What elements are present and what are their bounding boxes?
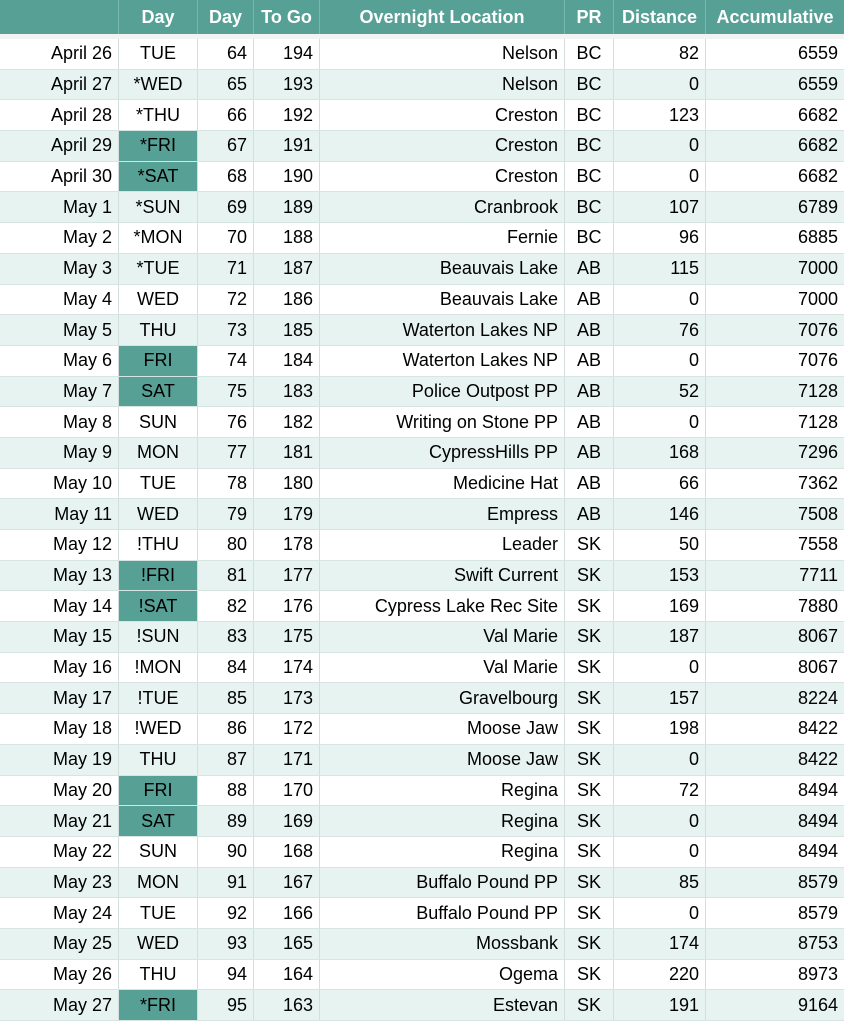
cell-overnight-location[interactable]: Regina (320, 837, 565, 867)
cell-overnight-location[interactable]: Buffalo Pound PP (320, 898, 565, 928)
table-body (0, 39, 844, 1021)
table-row (0, 407, 844, 438)
cell-to-go[interactable]: 174 (254, 653, 320, 683)
cell-to-go[interactable]: 186 (254, 285, 320, 315)
cell-day-name[interactable]: !MON (119, 653, 198, 683)
cell-overnight-location[interactable]: Creston (320, 100, 565, 130)
cell-accumulative[interactable]: 6682 (797, 166, 838, 187)
cell-overnight-location[interactable]: Nelson (320, 70, 565, 100)
table-row (0, 837, 844, 868)
cell-date[interactable]: May 10 (0, 469, 119, 499)
cell-province[interactable]: SK (565, 622, 614, 652)
cell-province[interactable]: SK (565, 929, 614, 959)
cell-accumulative[interactable]: 8067 (797, 657, 838, 678)
cell-accumulative[interactable]: 8422 (797, 718, 838, 739)
cell-distance[interactable]: 174 (614, 929, 706, 959)
cell-overnight-location[interactable]: Regina (320, 806, 565, 836)
cell-overnight-location[interactable]: Gravelbourg (320, 683, 565, 713)
table-row (0, 929, 844, 960)
cell-distance[interactable]: 220 (614, 960, 706, 990)
cell-accumulative[interactable]: 6559 (797, 74, 838, 95)
cell-date[interactable]: April 28 (0, 100, 119, 130)
cell-day-number[interactable]: 75 (198, 377, 254, 407)
cell-day-name[interactable]: SAT (119, 377, 198, 407)
table-row (0, 653, 844, 684)
cell-province[interactable]: SK (565, 776, 614, 806)
cell-accumulative[interactable]: 8067 (797, 626, 838, 647)
cell-to-go[interactable]: 180 (254, 469, 320, 499)
cell-day-number[interactable]: 87 (198, 745, 254, 775)
cell-distance[interactable]: 52 (614, 377, 706, 407)
cell-day-number[interactable]: 85 (198, 683, 254, 713)
header-accumulative[interactable]: Accumulative (716, 7, 834, 27)
cell-overnight-location[interactable]: Police Outpost PP (320, 377, 565, 407)
table-row (0, 254, 844, 285)
table-row (0, 776, 844, 807)
cell-province[interactable]: SK (565, 591, 614, 621)
cell-province[interactable]: SK (565, 530, 614, 560)
cell-to-go[interactable]: 181 (254, 438, 320, 468)
cell-day-name[interactable]: *SUN (119, 192, 198, 222)
cell-accumulative[interactable]: 7000 (797, 258, 838, 279)
cell-day-number[interactable]: 91 (198, 868, 254, 898)
cell-to-go[interactable]: 179 (254, 499, 320, 529)
cell-day-number[interactable]: 74 (198, 346, 254, 376)
cell-overnight-location[interactable]: Regina (320, 776, 565, 806)
cell-to-go[interactable]: 173 (254, 683, 320, 713)
cell-day-name[interactable]: THU (119, 315, 198, 345)
cell-date[interactable]: May 21 (0, 806, 119, 836)
cell-accumulative[interactable]: 7296 (797, 442, 838, 463)
cell-day-name[interactable]: *FRI (119, 131, 198, 161)
cell-distance[interactable]: 153 (614, 561, 706, 591)
cell-distance[interactable]: 198 (614, 714, 706, 744)
cell-day-name[interactable]: TUE (119, 898, 198, 928)
cell-overnight-location[interactable]: Medicine Hat (320, 469, 565, 499)
cell-to-go[interactable]: 170 (254, 776, 320, 806)
cell-date[interactable]: May 27 (0, 990, 119, 1020)
cell-overnight-location[interactable]: Cranbrook (320, 192, 565, 222)
table-row (0, 162, 844, 193)
cell-day-number[interactable]: 90 (198, 837, 254, 867)
cell-to-go[interactable]: 178 (254, 530, 320, 560)
cell-province[interactable]: SK (565, 960, 614, 990)
header-distance[interactable]: Distance (614, 0, 706, 34)
cell-overnight-location[interactable]: Moose Jaw (320, 714, 565, 744)
cell-day-number[interactable]: 66 (198, 100, 254, 130)
table-row (0, 377, 844, 408)
table-row (0, 438, 844, 469)
cell-overnight-location[interactable]: Nelson (320, 39, 565, 69)
cell-accumulative[interactable]: 7880 (797, 595, 838, 616)
cell-province[interactable]: BC (565, 39, 614, 69)
cell-day-name[interactable]: WED (119, 929, 198, 959)
cell-accumulative[interactable]: 7362 (797, 472, 838, 493)
header-to-go[interactable]: To Go (254, 0, 320, 34)
cell-overnight-location[interactable]: Ogema (320, 960, 565, 990)
cell-day-number[interactable]: 89 (198, 806, 254, 836)
cell-province[interactable]: SK (565, 837, 614, 867)
cell-province[interactable]: BC (565, 192, 614, 222)
cell-to-go[interactable]: 169 (254, 806, 320, 836)
cell-date[interactable]: May 6 (0, 346, 119, 376)
cell-distance[interactable]: 82 (614, 39, 706, 69)
cell-province[interactable]: SK (565, 806, 614, 836)
cell-province[interactable]: AB (565, 285, 614, 315)
cell-distance[interactable]: 146 (614, 499, 706, 529)
cell-to-go[interactable]: 182 (254, 407, 320, 437)
cell-province[interactable]: AB (565, 315, 614, 345)
cell-province[interactable]: AB (565, 407, 614, 437)
cell-province[interactable]: AB (565, 377, 614, 407)
cell-day-number[interactable]: 69 (198, 192, 254, 222)
cell-day-number[interactable]: 86 (198, 714, 254, 744)
cell-date[interactable]: May 3 (0, 254, 119, 284)
cell-province[interactable]: AB (565, 499, 614, 529)
cell-distance[interactable]: 157 (614, 683, 706, 713)
cell-to-go[interactable]: 192 (254, 100, 320, 130)
header-row (0, 0, 844, 34)
cell-to-go[interactable]: 175 (254, 622, 320, 652)
cell-accumulative[interactable]: 7508 (797, 503, 838, 524)
cell-overnight-location[interactable]: Val Marie (320, 653, 565, 683)
cell-accumulative[interactable]: 7128 (797, 411, 838, 432)
cell-distance[interactable]: 0 (614, 653, 706, 683)
cell-province[interactable]: SK (565, 561, 614, 591)
cell-day-name[interactable]: !WED (119, 714, 198, 744)
cell-to-go[interactable]: 190 (254, 162, 320, 192)
cell-overnight-location[interactable]: Waterton Lakes NP (320, 315, 565, 345)
table-row (0, 131, 844, 162)
cell-accumulative[interactable]: 7076 (797, 350, 838, 371)
cell-day-number[interactable]: 81 (198, 561, 254, 591)
cell-accumulative[interactable]: 7128 (797, 380, 838, 401)
cell-distance[interactable]: 191 (614, 990, 706, 1020)
cell-date[interactable]: May 25 (0, 929, 119, 959)
cell-to-go[interactable]: 183 (254, 377, 320, 407)
cell-distance[interactable]: 76 (614, 315, 706, 345)
cell-distance[interactable]: 0 (614, 407, 706, 437)
cell-to-go[interactable]: 172 (254, 714, 320, 744)
cell-distance[interactable]: 123 (614, 100, 706, 130)
cell-date[interactable]: May 20 (0, 776, 119, 806)
cell-date[interactable]: May 22 (0, 837, 119, 867)
cell-day-number[interactable]: 79 (198, 499, 254, 529)
cell-date[interactable]: May 15 (0, 622, 119, 652)
cell-to-go[interactable]: 163 (254, 990, 320, 1020)
cell-day-number[interactable]: 78 (198, 469, 254, 499)
table-row (0, 469, 844, 500)
cell-day-name[interactable]: *FRI (119, 990, 198, 1020)
cell-date[interactable]: May 18 (0, 714, 119, 744)
table-row (0, 346, 844, 377)
cell-province[interactable]: BC (565, 223, 614, 253)
cell-day-name[interactable]: FRI (119, 346, 198, 376)
cell-accumulative[interactable]: 8753 (797, 933, 838, 954)
header-day-number[interactable]: Day (198, 0, 254, 34)
cell-to-go[interactable]: 177 (254, 561, 320, 591)
cell-accumulative[interactable]: 8494 (797, 810, 838, 831)
cell-to-go[interactable]: 176 (254, 591, 320, 621)
cell-date[interactable]: May 9 (0, 438, 119, 468)
cell-day-name[interactable]: MON (119, 438, 198, 468)
cell-to-go[interactable]: 171 (254, 745, 320, 775)
cell-accumulative[interactable]: 8579 (797, 902, 838, 923)
cell-date[interactable]: May 19 (0, 745, 119, 775)
cell-distance[interactable]: 187 (614, 622, 706, 652)
cell-date[interactable]: May 17 (0, 683, 119, 713)
cell-date[interactable]: May 8 (0, 407, 119, 437)
cell-day-number[interactable]: 65 (198, 70, 254, 100)
cell-overnight-location[interactable]: Creston (320, 162, 565, 192)
cell-overnight-location[interactable]: Creston (320, 131, 565, 161)
cell-day-number[interactable]: 84 (198, 653, 254, 683)
table-row (0, 223, 844, 254)
table-row (0, 315, 844, 346)
cell-day-name[interactable]: FRI (119, 776, 198, 806)
cell-day-number[interactable]: 77 (198, 438, 254, 468)
cell-day-number[interactable]: 88 (198, 776, 254, 806)
cell-overnight-location[interactable]: Mossbank (320, 929, 565, 959)
table-row (0, 683, 844, 714)
table-row (0, 806, 844, 837)
cell-overnight-location[interactable]: Moose Jaw (320, 745, 565, 775)
cell-overnight-location[interactable]: Cypress Lake Rec Site (320, 591, 565, 621)
cell-overnight-location[interactable]: Estevan (320, 990, 565, 1020)
cell-distance[interactable]: 50 (614, 530, 706, 560)
cell-distance[interactable]: 0 (614, 162, 706, 192)
table-row (0, 561, 844, 592)
cell-province[interactable]: BC (565, 162, 614, 192)
cell-accumulative[interactable]: 6682 (797, 104, 838, 125)
cell-distance[interactable]: 0 (614, 70, 706, 100)
cell-day-name[interactable]: TUE (119, 469, 198, 499)
cell-accumulative[interactable]: 7076 (797, 319, 838, 340)
cell-day-name[interactable]: THU (119, 960, 198, 990)
cell-overnight-location[interactable]: Fernie (320, 223, 565, 253)
cell-day-number[interactable]: 76 (198, 407, 254, 437)
cell-accumulative[interactable]: 7711 (799, 565, 838, 586)
cell-province[interactable]: BC (565, 70, 614, 100)
cell-to-go[interactable]: 189 (254, 192, 320, 222)
cell-date[interactable]: May 4 (0, 285, 119, 315)
table-row (0, 591, 844, 622)
cell-province[interactable]: SK (565, 683, 614, 713)
table-row (0, 70, 844, 101)
table-row (0, 898, 844, 929)
cell-distance[interactable]: 85 (614, 868, 706, 898)
cell-date[interactable]: April 30 (0, 162, 119, 192)
cell-day-name[interactable]: WED (119, 499, 198, 529)
cell-day-name[interactable]: MON (119, 868, 198, 898)
cell-overnight-location[interactable]: Val Marie (320, 622, 565, 652)
cell-day-name[interactable]: SUN (119, 407, 198, 437)
cell-overnight-location[interactable]: Buffalo Pound PP (320, 868, 565, 898)
table-row (0, 530, 844, 561)
cell-accumulative[interactable]: 8422 (797, 749, 838, 770)
table-row (0, 745, 844, 776)
cell-day-number[interactable]: 68 (198, 162, 254, 192)
table-row (0, 39, 844, 70)
cell-date[interactable]: May 24 (0, 898, 119, 928)
cell-to-go[interactable]: 166 (254, 898, 320, 928)
cell-date[interactable]: May 13 (0, 561, 119, 591)
table-row (0, 100, 844, 131)
cell-day-number[interactable]: 72 (198, 285, 254, 315)
cell-day-name[interactable]: !THU (119, 530, 198, 560)
cell-accumulative[interactable]: 8973 (797, 963, 838, 984)
cell-accumulative[interactable]: 6789 (797, 196, 838, 217)
cell-accumulative[interactable]: 8494 (797, 779, 838, 800)
cell-day-number[interactable]: 67 (198, 131, 254, 161)
cell-to-go[interactable]: 164 (254, 960, 320, 990)
cell-distance[interactable]: 168 (614, 438, 706, 468)
cell-distance[interactable]: 96 (614, 223, 706, 253)
cell-day-name[interactable]: *SAT (119, 162, 198, 192)
cell-province[interactable]: SK (565, 898, 614, 928)
cell-province[interactable]: SK (565, 745, 614, 775)
table-row (0, 990, 844, 1021)
cell-province[interactable]: SK (565, 990, 614, 1020)
cell-to-go[interactable]: 191 (254, 131, 320, 161)
cell-day-name[interactable]: *TUE (119, 254, 198, 284)
cell-day-name[interactable]: TUE (119, 39, 198, 69)
cell-day-number[interactable]: 64 (198, 39, 254, 69)
cell-day-number[interactable]: 70 (198, 223, 254, 253)
cell-distance[interactable]: 0 (614, 745, 706, 775)
cell-day-number[interactable]: 94 (198, 960, 254, 990)
header-date[interactable] (0, 0, 119, 34)
cell-to-go[interactable]: 167 (254, 868, 320, 898)
cell-province[interactable]: AB (565, 469, 614, 499)
cell-distance[interactable]: 0 (614, 806, 706, 836)
cell-day-name[interactable]: WED (119, 285, 198, 315)
cell-day-name[interactable]: !SUN (119, 622, 198, 652)
cell-date[interactable]: May 16 (0, 653, 119, 683)
cell-accumulative[interactable]: 7000 (797, 288, 838, 309)
table-row (0, 285, 844, 316)
cell-day-number[interactable]: 83 (198, 622, 254, 652)
header-day-name[interactable]: Day (119, 0, 198, 34)
cell-date[interactable]: May 12 (0, 530, 119, 560)
cell-date[interactable]: May 26 (0, 960, 119, 990)
cell-province[interactable]: SK (565, 653, 614, 683)
cell-distance[interactable]: 0 (614, 285, 706, 315)
cell-overnight-location[interactable]: Empress (320, 499, 565, 529)
cell-accumulative[interactable]: 8224 (797, 687, 838, 708)
table-row (0, 960, 844, 991)
cell-to-go[interactable]: 193 (254, 70, 320, 100)
cell-day-name[interactable]: THU (119, 745, 198, 775)
cell-distance[interactable]: 107 (614, 192, 706, 222)
cell-day-number[interactable]: 92 (198, 898, 254, 928)
cell-date[interactable]: May 1 (0, 192, 119, 222)
cell-overnight-location[interactable]: Waterton Lakes NP (320, 346, 565, 376)
cell-date[interactable]: April 29 (0, 131, 119, 161)
cell-day-number[interactable]: 73 (198, 315, 254, 345)
cell-date[interactable]: May 23 (0, 868, 119, 898)
cell-accumulative[interactable]: 7558 (797, 534, 838, 555)
cell-province[interactable]: AB (565, 438, 614, 468)
cell-distance[interactable]: 115 (614, 254, 706, 284)
cell-day-number[interactable]: 80 (198, 530, 254, 560)
cell-day-name[interactable]: !TUE (119, 683, 198, 713)
cell-day-name[interactable]: *WED (119, 70, 198, 100)
header-province[interactable]: PR (565, 0, 614, 34)
cell-overnight-location[interactable]: Leader (320, 530, 565, 560)
cell-to-go[interactable]: 184 (254, 346, 320, 376)
table-row (0, 192, 844, 223)
cell-date[interactable]: May 14 (0, 591, 119, 621)
cell-date[interactable]: May 5 (0, 315, 119, 345)
cell-distance[interactable]: 72 (614, 776, 706, 806)
cell-to-go[interactable]: 188 (254, 223, 320, 253)
cell-to-go[interactable]: 185 (254, 315, 320, 345)
table-row (0, 868, 844, 899)
cell-accumulative[interactable]: 6682 (797, 135, 838, 156)
cell-province[interactable]: BC (565, 131, 614, 161)
cell-day-number[interactable]: 71 (198, 254, 254, 284)
cell-overnight-location[interactable]: Swift Current (320, 561, 565, 591)
cell-distance[interactable]: 0 (614, 837, 706, 867)
cell-day-number[interactable]: 82 (198, 591, 254, 621)
cell-to-go[interactable]: 187 (254, 254, 320, 284)
cell-date[interactable]: May 2 (0, 223, 119, 253)
header-overnight-location[interactable]: Overnight Location (320, 0, 565, 34)
cell-overnight-location[interactable]: Writing on Stone PP (320, 407, 565, 437)
cell-province[interactable]: SK (565, 868, 614, 898)
cell-accumulative[interactable]: 9164 (797, 994, 838, 1015)
cell-distance[interactable]: 0 (614, 346, 706, 376)
cell-day-name[interactable]: !SAT (119, 591, 198, 621)
cell-day-name[interactable]: SAT (119, 806, 198, 836)
cell-to-go[interactable]: 168 (254, 837, 320, 867)
cell-province[interactable]: AB (565, 346, 614, 376)
cell-date[interactable]: May 11 (0, 499, 119, 529)
table-row (0, 714, 844, 745)
table-row (0, 499, 844, 530)
cell-day-name[interactable]: !FRI (119, 561, 198, 591)
cell-overnight-location[interactable]: CypressHills PP (320, 438, 565, 468)
cell-day-name[interactable]: *THU (119, 100, 198, 130)
cell-to-go[interactable]: 165 (254, 929, 320, 959)
cell-accumulative[interactable]: 8494 (797, 841, 838, 862)
cell-distance[interactable]: 169 (614, 591, 706, 621)
cell-day-number[interactable]: 95 (198, 990, 254, 1020)
table-row (0, 622, 844, 653)
cell-overnight-location[interactable]: Beauvais Lake (320, 285, 565, 315)
cell-accumulative[interactable]: 6885 (797, 227, 838, 248)
cell-distance[interactable]: 0 (614, 131, 706, 161)
cell-date[interactable]: April 26 (0, 39, 119, 69)
cell-to-go[interactable]: 194 (254, 39, 320, 69)
cell-overnight-location[interactable]: Beauvais Lake (320, 254, 565, 284)
cell-accumulative[interactable]: 6559 (797, 43, 838, 64)
cell-date[interactable]: April 27 (0, 70, 119, 100)
cell-date[interactable]: May 7 (0, 377, 119, 407)
cell-distance[interactable]: 66 (614, 469, 706, 499)
cell-province[interactable]: AB (565, 254, 614, 284)
cell-province[interactable]: BC (565, 100, 614, 130)
cell-day-name[interactable]: SUN (119, 837, 198, 867)
cell-accumulative[interactable]: 8579 (797, 871, 838, 892)
cell-province[interactable]: SK (565, 714, 614, 744)
cell-day-name[interactable]: *MON (119, 223, 198, 253)
cell-day-number[interactable]: 93 (198, 929, 254, 959)
cell-distance[interactable]: 0 (614, 898, 706, 928)
